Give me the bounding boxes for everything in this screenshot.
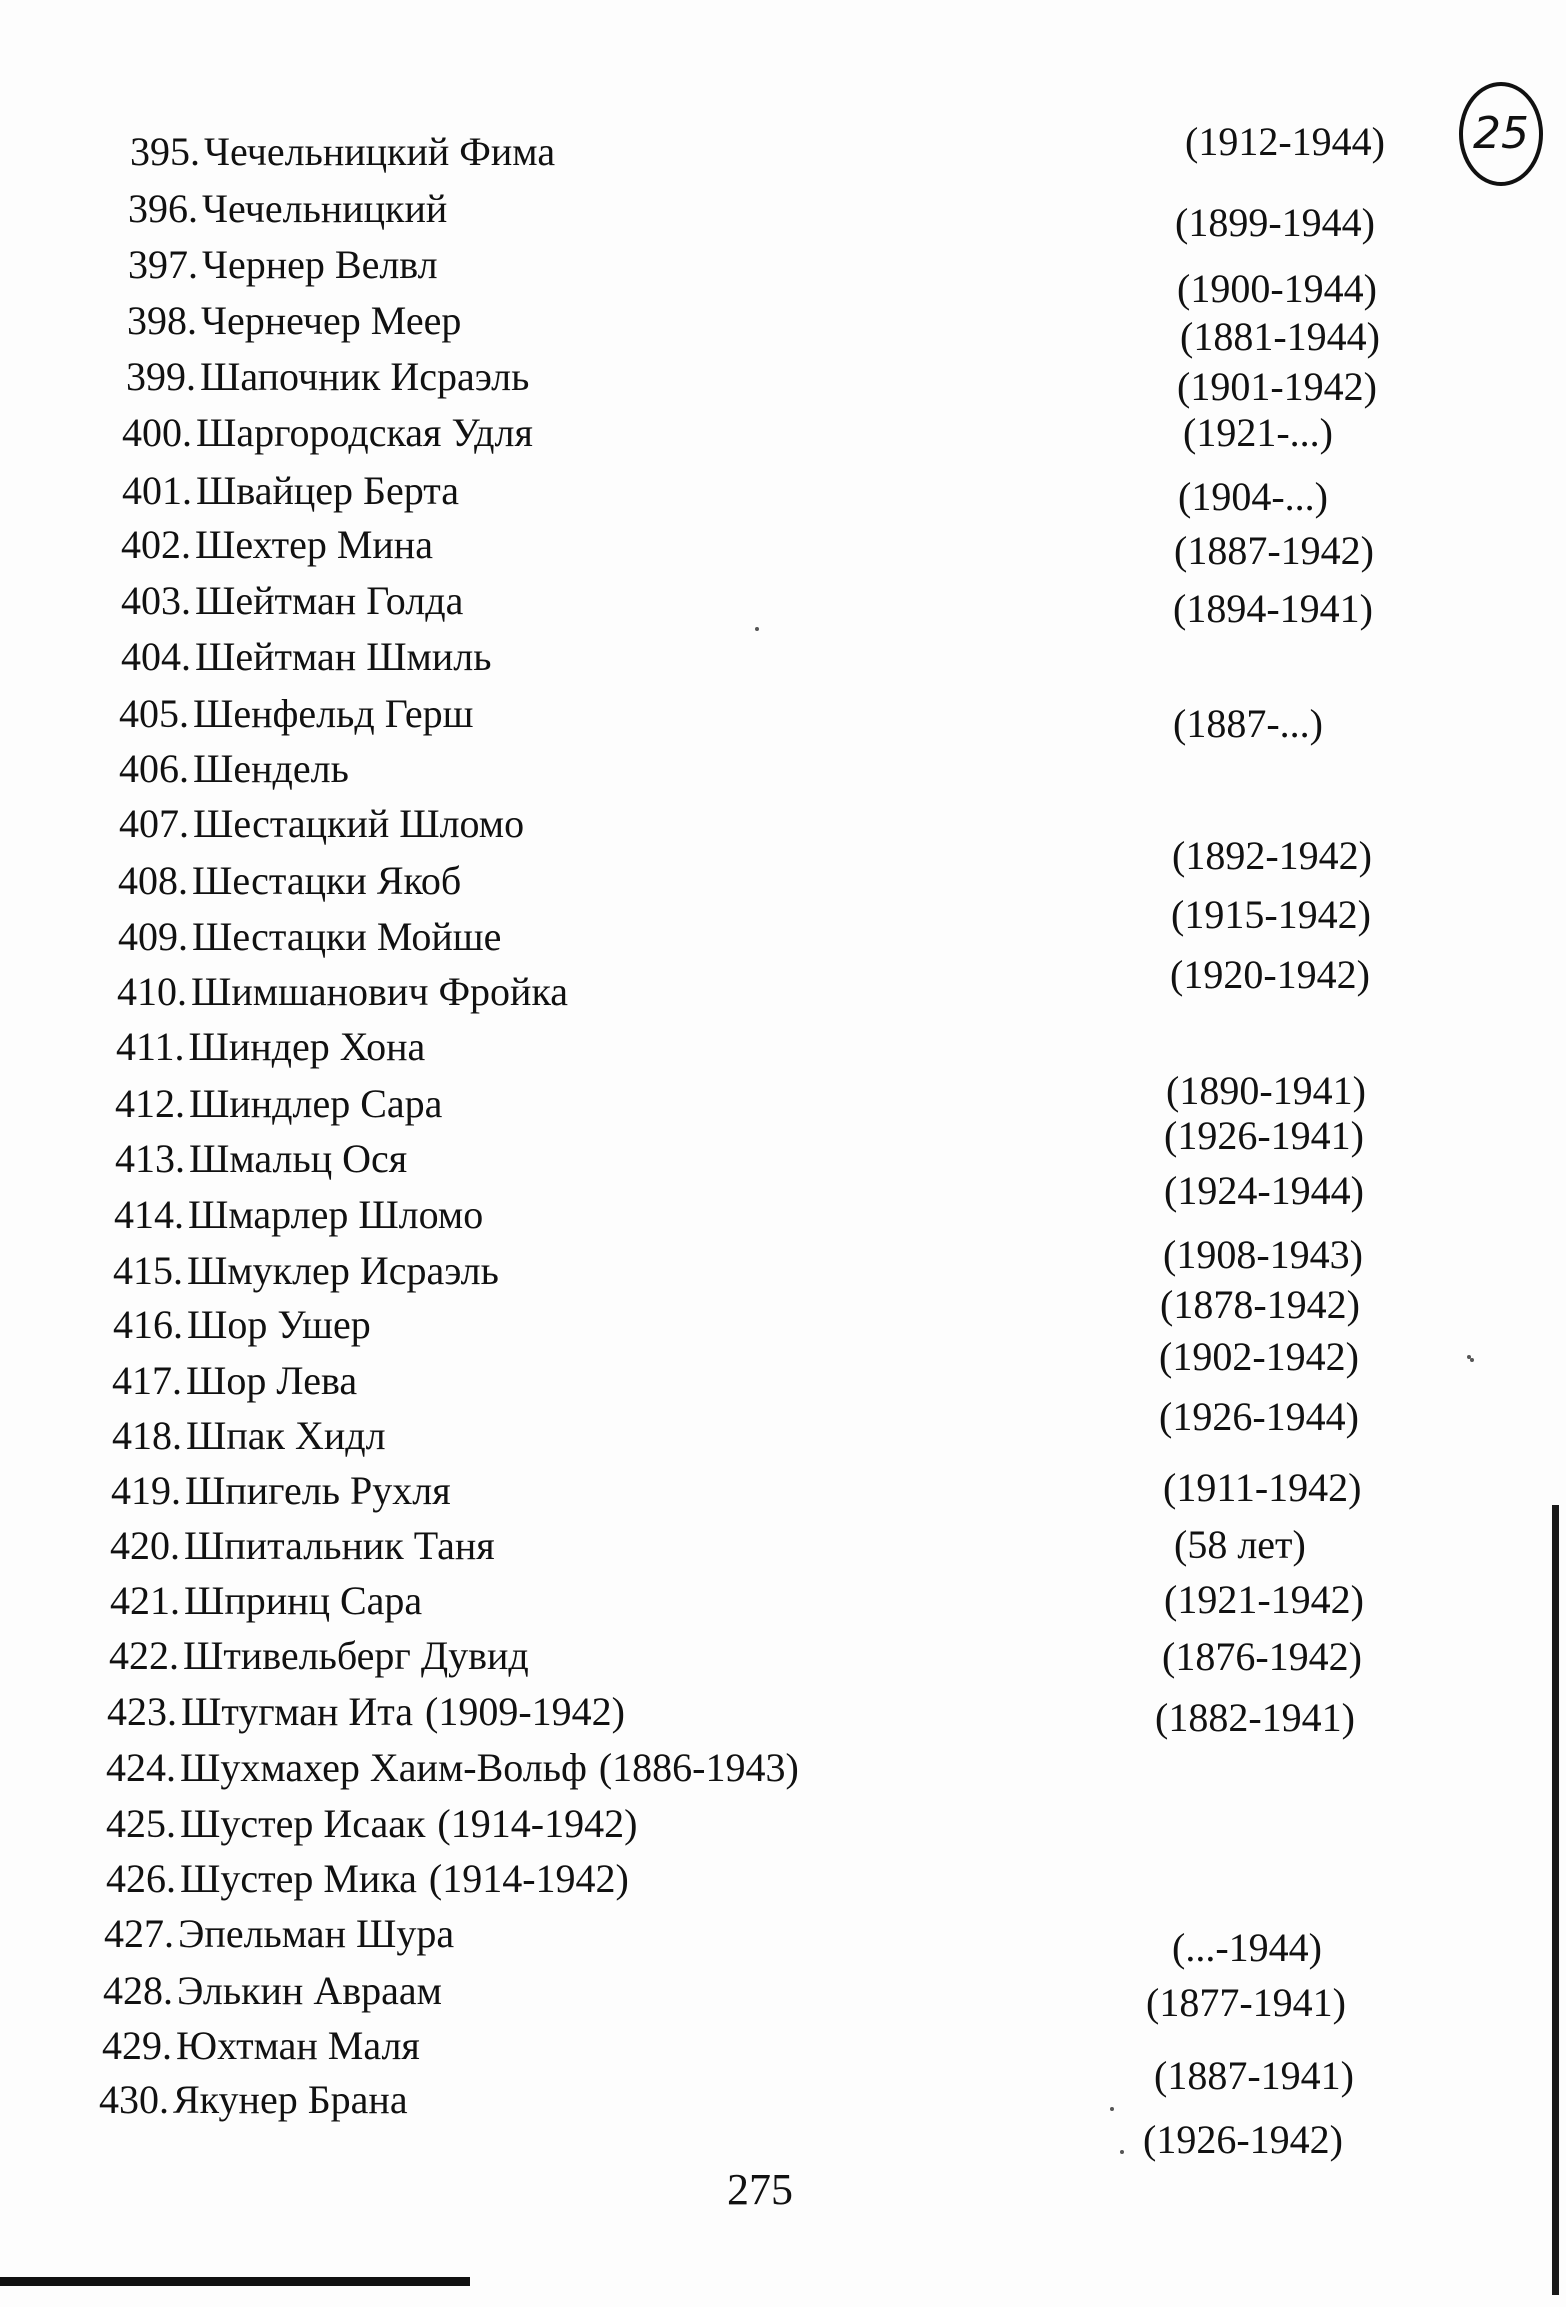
entry-dates: (1887-...): [1173, 701, 1323, 746]
list-item: [112, 1353, 357, 1409]
entry-name: Швайцер Берта: [196, 468, 459, 513]
entry-name: Шехтер Мина: [195, 522, 433, 567]
entry-number: 430.: [99, 2077, 169, 2122]
scan-edge-bottom: [0, 2277, 470, 2286]
list-item: [99, 2072, 408, 2128]
folio-number: 25: [1473, 108, 1529, 159]
entry-number: 406.: [119, 746, 189, 791]
entry-dates: (1908-1943): [1163, 1232, 1363, 1277]
entry-dates: (1920-1942): [1170, 952, 1370, 997]
entry-dates: (1901-1942): [1177, 364, 1377, 409]
entry-number: 400.: [122, 410, 192, 455]
entry-name: Шустер Мика: [180, 1856, 417, 1901]
entry-number: 397.: [128, 242, 198, 287]
scan-speck: [1120, 2150, 1124, 2154]
entry-name: Шпигель Рухля: [185, 1468, 451, 1513]
list-item: [121, 517, 433, 573]
entry-dates: (1926-1942): [1143, 2117, 1343, 2162]
entry-dates: (1904-...): [1178, 474, 1328, 519]
list-item: [111, 1463, 451, 1519]
entry-name: Чернечер Меер: [201, 298, 462, 343]
list-item: [116, 1019, 425, 1075]
entry-number: 403.: [121, 578, 191, 623]
entry-dates: (1926-1941): [1164, 1113, 1364, 1158]
list-item: [107, 1684, 625, 1740]
entry-number: 428.: [103, 1968, 173, 2013]
entry-number: 396.: [128, 186, 198, 231]
list-item: [112, 1408, 386, 1464]
scan-speck: [1110, 2107, 1114, 2111]
entry-number: 422.: [109, 1633, 179, 1678]
list-item: [106, 1740, 799, 1796]
entry-dates: (...-1944): [1172, 1925, 1322, 1970]
entry-name: Шейтман Голда: [195, 578, 464, 623]
entry-number: 423.: [107, 1689, 177, 1734]
entry-dates: (1926-1944): [1159, 1394, 1359, 1439]
entry-dates: (1899-1944): [1175, 200, 1375, 245]
list-item: [115, 1131, 407, 1187]
entry-number: 409.: [118, 914, 188, 959]
entry-dates: (1886-1943): [598, 1745, 799, 1790]
entry-number: 414.: [114, 1192, 184, 1237]
entry-name: Шейтман Шмиль: [195, 634, 492, 679]
entry-name: Шор Лева: [186, 1358, 358, 1403]
entry-number: 419.: [111, 1468, 181, 1513]
entry-dates: (1881-1944): [1180, 314, 1380, 359]
list-item: [114, 1187, 483, 1243]
entry-name: Шестацки Якоб: [192, 858, 462, 903]
scan-speck: [1470, 1358, 1474, 1362]
entry-number: 401.: [122, 468, 192, 513]
entry-number: 410.: [117, 969, 187, 1014]
entry-dates: (1911-1942): [1163, 1465, 1362, 1510]
list-item: [118, 853, 461, 909]
list-item: [110, 1518, 495, 1574]
entry-dates: (1912-1944): [1185, 119, 1385, 164]
scan-speck: [1467, 1355, 1471, 1359]
list-item: [117, 964, 568, 1020]
entry-name: Чернер Велвл: [202, 242, 438, 287]
entry-dates: (1921-...): [1183, 410, 1333, 455]
entry-dates: (1876-1942): [1162, 1634, 1362, 1679]
entry-number: 395.: [130, 129, 200, 174]
list-item: [126, 349, 529, 405]
entry-name: Шестацкий Шломо: [193, 801, 525, 846]
list-item: [122, 463, 459, 519]
entry-dates: (1902-1942): [1159, 1334, 1359, 1379]
entry-name: Якунер Брана: [173, 2077, 408, 2122]
entry-dates: (58 лет): [1174, 1522, 1306, 1567]
entry-dates: (1909-1942): [425, 1689, 625, 1734]
entry-name: Шмальц Ося: [189, 1136, 408, 1181]
entry-name: Шмарлер Шломо: [188, 1192, 484, 1237]
entry-name: Чечельницкий: [202, 186, 448, 231]
list-item: [106, 1796, 637, 1852]
entry-number: 424.: [106, 1745, 176, 1790]
entry-name: Шпитальник Таня: [184, 1523, 495, 1568]
list-item: [122, 405, 533, 461]
entry-name: Элькин Авраам: [177, 1968, 442, 2013]
list-item: [118, 909, 501, 965]
entry-name: Шмуклер Исраэль: [187, 1248, 499, 1293]
entry-name: Юхтман Маля: [176, 2023, 420, 2068]
scan-edge-right: [1552, 1505, 1559, 2295]
entry-number: 407.: [119, 801, 189, 846]
list-item: [119, 686, 473, 742]
entry-name: Шустер Исаак: [180, 1801, 426, 1846]
entry-number: 427.: [104, 1911, 174, 1956]
list-item: [113, 1243, 499, 1299]
list-item: [130, 124, 555, 180]
list-item: [115, 1076, 442, 1132]
list-item: [127, 293, 461, 349]
entry-number: 398.: [127, 298, 197, 343]
entry-number: 411.: [116, 1024, 185, 1069]
list-item: [110, 1573, 422, 1629]
entry-dates: (1900-1944): [1177, 266, 1377, 311]
entry-number: 408.: [118, 858, 188, 903]
handwritten-folio-mark: [1455, 78, 1547, 190]
list-item: [104, 1906, 454, 1962]
entry-dates: (1914-1942): [437, 1801, 638, 1846]
entry-number: 417.: [112, 1358, 182, 1403]
entry-name: Эпельман Шура: [178, 1911, 455, 1956]
entry-number: 418.: [112, 1413, 182, 1458]
list-item: [128, 237, 438, 293]
list-item: [121, 629, 491, 685]
entry-dates: (1924-1944): [1164, 1168, 1364, 1213]
entry-dates: (1887-1941): [1154, 2053, 1354, 2098]
list-item: [113, 1297, 371, 1353]
list-item: [103, 1963, 442, 2019]
list-item: [119, 796, 524, 852]
entry-name: Шестацки Мойше: [192, 914, 502, 959]
entry-name: Штугман Ита: [181, 1689, 413, 1734]
entry-name: Шенфельд Герш: [193, 691, 474, 736]
entry-dates: (1914-1942): [428, 1856, 629, 1901]
entry-number: 405.: [119, 691, 189, 736]
entry-number: 416.: [113, 1302, 183, 1347]
entry-name: Шухмахер Хаим-Вольф: [180, 1745, 587, 1790]
entry-name: Чечельницкий Фима: [204, 129, 556, 174]
entry-number: 412.: [115, 1081, 185, 1126]
entry-dates: (1877-1941): [1146, 1980, 1346, 2025]
list-item: [128, 181, 447, 237]
entry-number: 421.: [110, 1578, 180, 1623]
list-item: [102, 2018, 420, 2074]
entry-number: 420.: [110, 1523, 180, 1568]
entry-number: 404.: [121, 634, 191, 679]
entry-dates: (1915-1942): [1171, 892, 1371, 937]
list-item: [121, 573, 463, 629]
entry-name: Штивельберг Дувид: [183, 1633, 529, 1678]
list-item: [106, 1851, 629, 1907]
entry-name: Шпак Хидл: [186, 1413, 386, 1458]
entry-dates: (1894-1941): [1173, 586, 1373, 631]
list-item: [109, 1628, 529, 1684]
entry-name: Шапочник Исраэль: [200, 354, 530, 399]
entry-number: 413.: [115, 1136, 185, 1181]
entry-name: Шендель: [193, 746, 349, 791]
entry-dates: (1878-1942): [1160, 1282, 1360, 1327]
scan-speck: [755, 627, 759, 631]
list-item: [119, 741, 349, 797]
entry-dates: (1887-1942): [1174, 528, 1374, 573]
entry-name: Шиндер Хона: [188, 1024, 426, 1069]
entry-number: 402.: [121, 522, 191, 567]
entry-name: Шимшанович Фройка: [191, 969, 569, 1014]
entry-number: 399.: [126, 354, 196, 399]
entry-dates: (1921-1942): [1164, 1577, 1364, 1622]
entry-name: Шаргородская Удля: [196, 410, 533, 455]
entry-name: Шор Ушер: [187, 1302, 371, 1347]
entry-number: 425.: [106, 1801, 176, 1846]
page-number: 275: [727, 2165, 793, 2214]
entry-name: Шпринц Сара: [184, 1578, 423, 1623]
entry-number: 426.: [106, 1856, 176, 1901]
entry-dates: (1890-1941): [1166, 1068, 1366, 1113]
entry-name: Шиндлер Сара: [189, 1081, 443, 1126]
entry-dates: (1892-1942): [1172, 833, 1372, 878]
entry-number: 429.: [102, 2023, 172, 2068]
entry-dates: (1882-1941): [1155, 1695, 1355, 1740]
entry-number: 415.: [113, 1248, 183, 1293]
